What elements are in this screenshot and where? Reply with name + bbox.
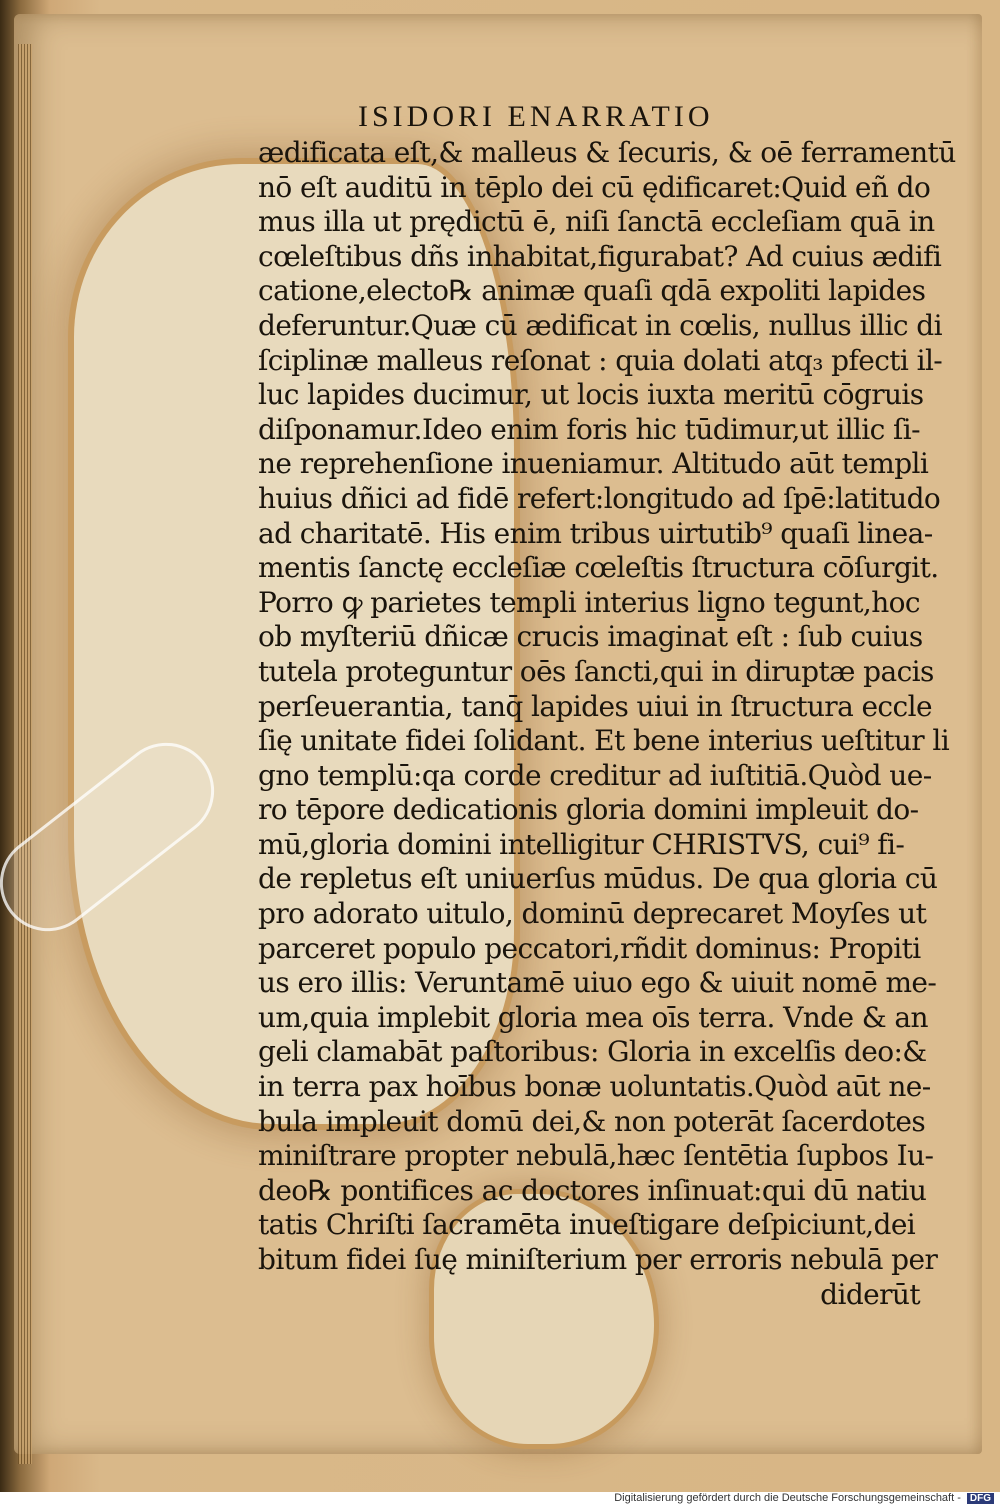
text-line: mus illa ut prędictū ē, niſi ſanctā eccleſiam quā in (258, 205, 935, 239)
text-line: diſponamur.Ideo enim foris hic tūdimur,ut illic ſi- (258, 412, 920, 446)
text-line: ædificata eſt,& malleus & ſecuris, & oē ferramentū (258, 136, 956, 169)
text-line: nō eſt auditū in tēplo dei cū ędificaret:Quid eñ do (258, 170, 931, 204)
text-line: in terra pax hoībus bonæ uoluntatis.Quòd aūt ne- (258, 1070, 931, 1104)
text-line: de repletus eſt uniuerſus mūdus. De qua gloria cū (258, 862, 938, 896)
text-line: um,quia implebit gloria mea oīs terra. Vnde & an (258, 1000, 928, 1034)
text-line: mū,gloria domini intelligitur CHRISTVS, cui⁹ fi- (258, 827, 905, 861)
text-line: cœleſtibus dñs inhabitat,figurabat? Ad cuius ædifi (258, 239, 942, 273)
catchword: diderūt (820, 1277, 920, 1311)
text-line: us ero illis: Veruntamē uiuo ego & uiuit nomē me- (258, 966, 937, 1000)
text-line: tatis Chriſti ſacramēta inueſtigare deſpiciunt,dei (258, 1208, 916, 1242)
text-line: parceret populo peccatori,rñdit dominus: Propiti (258, 931, 921, 965)
text-line: huius dñici ad fidē refert:longitudo ad ſpē:latitudo (258, 481, 941, 515)
text-line: bula impleuit domū dei,& non poterāt ſacerdotes (258, 1104, 926, 1138)
text-line: pro adorato uitulo, dominū deprecaret Moyſes ut (258, 897, 927, 931)
text-line: deferuntur.Quæ cū ædificat in cœlis, nullus illic di (258, 308, 942, 342)
text-line: Porro ꝙ parietes templi interius ligno tegunt,hoc (258, 585, 920, 619)
text-line: tutela proteguntur oēs ſancti,qui in diruptæ pacis (258, 654, 934, 688)
text-line: ad charitatē. His enim tribus uirtutib⁹ quaſi linea- (258, 516, 933, 550)
text-line: gno templū:qa corde creditur ad iuſtitiā.Quòd ue- (258, 758, 932, 792)
text-line: ſciplinæ malleus reſonat : quia dolati atq₃ pfecti il- (258, 343, 943, 377)
text-line: ſię unitate fidei ſolidant. Et bene interius ueſtitur li (258, 724, 950, 758)
text-line: mentis ſanctę eccleſiæ cœleſtis ſtructura cōſurgit. (258, 551, 939, 585)
footer-credit: Digitalisierung gefördert durch die Deutsche Forschungsgemeinschaft - (614, 1492, 961, 1504)
text-block (258, 100, 956, 1312)
text-line: deo℞ pontifices ac doctores inſinuat:qui dū natiu (258, 1173, 927, 1207)
text-line: perſeuerantia, tanq̄ lapides uiui in ſtructura eccle (258, 689, 932, 723)
text-line: miniſtrare propter nebulā,hæc ſentētia ſupbos Iu- (258, 1139, 934, 1173)
text-line: ob myſteriū dñicæ crucis imaginat̄ eſt : ſub cuius (258, 620, 923, 654)
text-line: geli clamabāt paſtoribus: Gloria in excelſis deo:& (258, 1035, 927, 1069)
dfg-logo: DFG (967, 1493, 994, 1504)
text-line: catione,electo℞ animæ quaſi qdā expoliti lapides (258, 274, 926, 308)
text-line: ro tēpore dedicationis gloria domini impleuit do- (258, 793, 919, 827)
running-head: ISIDORI ENARRATIO (358, 100, 714, 133)
page-gutter (18, 44, 32, 1464)
text-line: bitum fidei ſuę miniſterium per erroris nebulā per (258, 1243, 938, 1276)
text-line: ne reprehenſione inueniamur. Altitudo aūt templi (258, 447, 929, 481)
text-line: luc lapides ducimur, ut locis iuxta meritū cōgruis (258, 378, 924, 412)
digitization-footer (0, 1492, 1000, 1508)
text-lines (258, 136, 956, 1278)
